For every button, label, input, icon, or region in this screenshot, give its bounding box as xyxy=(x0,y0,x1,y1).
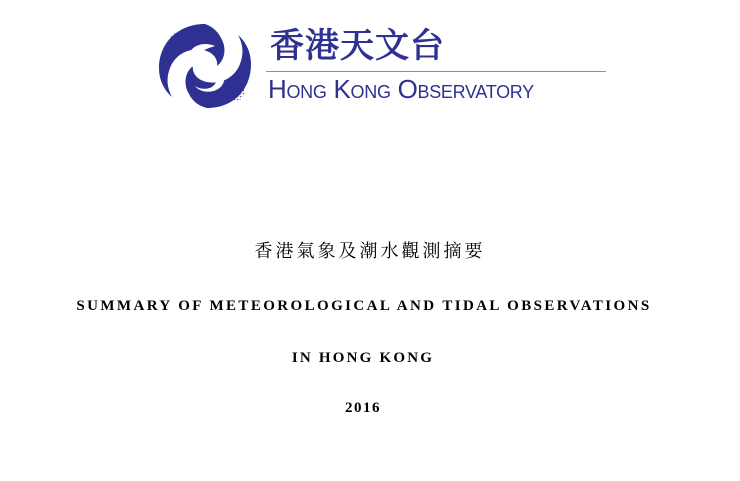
report-year: 2016 xyxy=(345,400,381,416)
org-name-chinese: 香港天文台 xyxy=(270,26,445,66)
title-english-line2: IN HONG KONG xyxy=(291,350,435,366)
observatory-logo-icon xyxy=(155,20,255,112)
org-name-english: Hong Kong Observatory xyxy=(268,74,534,104)
title-chinese: 香港氣象及潮水觀測摘要 xyxy=(254,241,486,262)
title-english-line1: SUMMARY OF METEOROLOGICAL AND TIDAL OBSERVATIONS xyxy=(76,298,652,314)
